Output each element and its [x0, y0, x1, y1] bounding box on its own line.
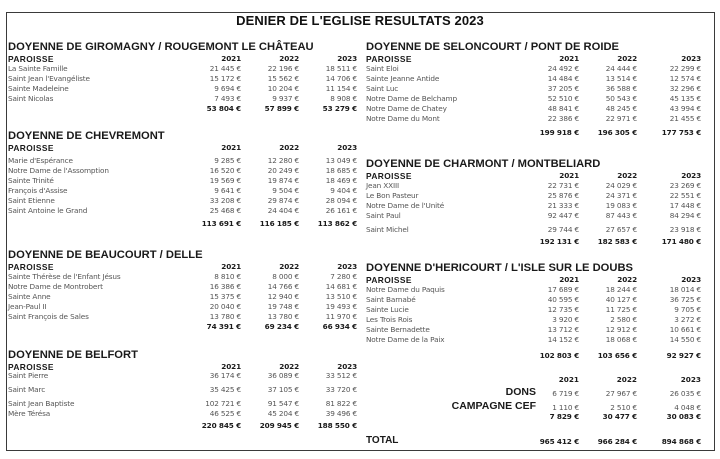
table-row	[8, 156, 363, 166]
parish-name: Sainte Bernadette	[366, 325, 430, 334]
total-2021: 102 803 €	[539, 351, 579, 360]
section-total-row	[366, 351, 716, 361]
table-row	[366, 211, 716, 225]
value-2023: 45 135 €	[669, 94, 701, 103]
parish-name: Saint Marc	[8, 385, 46, 394]
parish-name: Jean-Paul II	[8, 302, 47, 311]
table-row	[366, 201, 716, 211]
parish-name: Sainte Anne	[8, 292, 51, 301]
parish-name: Saint Eloi	[366, 64, 399, 73]
value-2022: 45 204 €	[267, 409, 299, 418]
value-2023: 3 272 €	[674, 315, 701, 324]
header-2022: 2022	[279, 54, 299, 63]
value-2023: 19 493 €	[325, 302, 357, 311]
value-2021: 9 285 €	[214, 156, 241, 165]
header-paroisse: PAROISSE	[366, 171, 412, 181]
value-2023: 33 512 €	[325, 371, 357, 380]
header-2023: 2023	[681, 54, 701, 63]
value-2022: 50 543 €	[605, 94, 637, 103]
parish-name: Notre Dame de l'Assomption	[8, 166, 109, 175]
campagne-cef-label: CAMPAGNE CEF	[451, 400, 536, 412]
value-2023: 11 970 €	[325, 312, 357, 321]
table-row	[366, 74, 716, 84]
dons-header-2023: 2023	[680, 375, 701, 384]
table-row	[366, 315, 716, 325]
grand-total-2023: 894 868 €	[661, 437, 701, 446]
total-2023: 188 550 €	[317, 421, 357, 430]
header-2021: 2021	[221, 262, 241, 271]
value-2021: 16 386 €	[209, 282, 241, 291]
table-row	[366, 104, 716, 114]
value-2021: 22 731 €	[547, 181, 579, 190]
value-2021: 15 172 €	[209, 74, 241, 83]
section-total-row	[366, 237, 716, 247]
table-header	[366, 275, 716, 285]
value-2022: 37 105 €	[267, 385, 299, 394]
total-2023: 177 753 €	[661, 128, 701, 137]
table-header	[366, 54, 716, 64]
value-2021: 9 641 €	[214, 186, 241, 195]
parish-name: Mère Térésa	[8, 409, 51, 418]
value-2022: 13 514 €	[605, 74, 637, 83]
value-2022: 24 371 €	[605, 191, 637, 200]
value-2022: 2 580 €	[610, 315, 637, 324]
value-2021: 33 208 €	[209, 196, 241, 205]
value-2023: 10 661 €	[669, 325, 701, 334]
section-title: DOYENNE D'HERICOURT / L'ISLE SUR LE DOUBS	[366, 262, 634, 274]
value-2023: 18 511 €	[325, 64, 357, 73]
value-2021: 8 810 €	[214, 272, 241, 281]
value-2023: 12 574 €	[669, 74, 701, 83]
value-2021: 3 920 €	[552, 315, 579, 324]
table-row	[8, 272, 363, 282]
table-row	[8, 74, 363, 84]
dons-2023: 26 035 €	[669, 389, 701, 398]
value-2023: 23 918 €	[669, 225, 701, 234]
value-2021: 35 425 €	[209, 385, 241, 394]
header-paroisse: PAROISSE	[8, 362, 54, 372]
value-2021: 46 525 €	[209, 409, 241, 418]
table-row	[8, 176, 363, 186]
value-2023: 18 685 €	[325, 166, 357, 175]
value-2023: 36 725 €	[669, 295, 701, 304]
parish-name: Saint Michel	[366, 225, 409, 234]
section-title: DOYENNE DE BELFORT	[8, 349, 138, 361]
parish-name: Notre Dame de la Paix	[366, 335, 445, 344]
total-2022: 209 945 €	[259, 421, 299, 430]
dons-2021: 6 719 €	[552, 389, 579, 398]
dons-header-2021: 2021	[558, 375, 579, 384]
parish-name: Notre Dame de Belchamp	[366, 94, 457, 103]
value-2022: 12 280 €	[267, 156, 299, 165]
total-2021: 113 691 €	[201, 219, 241, 228]
value-2022: 9 504 €	[272, 186, 299, 195]
parish-name: Sainte Lucie	[366, 305, 409, 314]
header-2023: 2023	[681, 171, 701, 180]
value-2023: 13 510 €	[325, 292, 357, 301]
value-2021: 29 744 €	[547, 225, 579, 234]
table-row	[366, 285, 716, 295]
value-2021: 40 595 €	[547, 295, 579, 304]
parish-name: Saint Etienne	[8, 196, 55, 205]
page-title: DENIER DE L'EGLISE RESULTATS 2023	[236, 13, 484, 28]
grand-total-2022: 966 284 €	[597, 437, 637, 446]
value-2021: 21 333 €	[547, 201, 579, 210]
header-paroisse: PAROISSE	[8, 262, 54, 272]
value-2022: 18 068 €	[605, 335, 637, 344]
section-belfort	[8, 349, 363, 431]
value-2022: 29 874 €	[267, 196, 299, 205]
value-2023: 22 551 €	[669, 191, 701, 200]
value-2022: 12 912 €	[605, 325, 637, 334]
table-row	[366, 225, 716, 237]
grand-total-label: TOTAL	[366, 435, 399, 446]
parish-name: Saint Antoine le Grand	[8, 206, 88, 215]
section-title: DOYENNE DE CHARMONT / MONTBELIARD	[366, 158, 601, 170]
header-2022: 2022	[279, 143, 299, 152]
section-charmont	[366, 158, 716, 247]
value-2023: 33 720 €	[325, 385, 357, 394]
value-2021: 102 721 €	[205, 399, 241, 408]
header-2021: 2021	[559, 54, 579, 63]
value-2022: 24 404 €	[267, 206, 299, 215]
parish-name: Jean XXIII	[366, 181, 400, 190]
header-paroisse: PAROISSE	[8, 54, 54, 64]
dons-subtotal-2021: 7 829 €	[549, 412, 579, 421]
value-2023: 9 705 €	[674, 305, 701, 314]
header-2023: 2023	[681, 275, 701, 284]
header-paroisse: PAROISSE	[366, 275, 412, 285]
dons-2022: 27 967 €	[605, 389, 637, 398]
value-2022: 19 748 €	[267, 302, 299, 311]
total-2023: 92 927 €	[666, 351, 701, 360]
value-2022: 91 547 €	[267, 399, 299, 408]
value-2022: 27 657 €	[605, 225, 637, 234]
value-2021: 7 493 €	[214, 94, 241, 103]
value-2023: 26 161 €	[325, 206, 357, 215]
value-2022: 48 245 €	[605, 104, 637, 113]
total-2023: 66 934 €	[322, 322, 357, 331]
table-row	[8, 64, 363, 74]
parish-name: Sainte Thérèse de l'Enfant Jésus	[8, 272, 121, 281]
total-2021: 192 131 €	[539, 237, 579, 246]
value-2021: 17 689 €	[547, 285, 579, 294]
value-2022: 12 940 €	[267, 292, 299, 301]
header-2021: 2021	[221, 362, 241, 371]
header-2022: 2022	[617, 54, 637, 63]
value-2023: 39 496 €	[325, 409, 357, 418]
table-row	[366, 335, 716, 345]
table-row	[8, 84, 363, 94]
value-2022: 15 562 €	[267, 74, 299, 83]
header-2023: 2023	[337, 54, 357, 63]
parish-name: Sainte Trinité	[8, 176, 54, 185]
value-2022: 24 029 €	[605, 181, 637, 190]
parish-name: François d'Assise	[8, 186, 68, 195]
parish-name: Saint Pierre	[8, 371, 49, 380]
parish-name: Le Bon Pasteur	[366, 191, 419, 200]
value-2022: 87 443 €	[605, 211, 637, 220]
value-2023: 14 706 €	[325, 74, 357, 83]
table-row	[8, 399, 363, 409]
value-2022: 10 204 €	[267, 84, 299, 93]
section-total-row	[366, 128, 716, 138]
value-2023: 23 269 €	[669, 181, 701, 190]
parish-name: Notre Dame de Chatey	[366, 104, 447, 113]
value-2023: 18 014 €	[669, 285, 701, 294]
table-row	[366, 94, 716, 104]
total-2021: 199 918 €	[539, 128, 579, 137]
value-2022: 9 937 €	[272, 94, 299, 103]
parish-name: Saint Nicolas	[8, 94, 54, 103]
header-2021: 2021	[559, 171, 579, 180]
total-2022: 196 305 €	[597, 128, 637, 137]
value-2021: 36 174 €	[209, 371, 241, 380]
total-2022: 116 185 €	[259, 219, 299, 228]
section-title: DOYENNE DE CHEVREMONT	[8, 130, 165, 142]
parish-name: Saint Paul	[366, 211, 401, 220]
value-2023: 21 455 €	[669, 114, 701, 123]
table-header	[8, 262, 363, 272]
parish-name: Saint Jean Baptiste	[8, 399, 75, 408]
value-2021: 14 484 €	[547, 74, 579, 83]
value-2021: 19 569 €	[209, 176, 241, 185]
header-2022: 2022	[279, 262, 299, 271]
section-hericourt	[366, 262, 716, 361]
header-2023: 2023	[337, 143, 357, 152]
value-2022: 8 000 €	[272, 272, 299, 281]
value-2022: 36 588 €	[605, 84, 637, 93]
table-header	[8, 362, 363, 371]
table-row	[8, 186, 363, 196]
value-2023: 18 469 €	[325, 176, 357, 185]
header-2021: 2021	[221, 143, 241, 152]
total-2023: 53 279 €	[322, 104, 357, 113]
section-chevremont	[8, 130, 363, 229]
value-2021: 13 780 €	[209, 312, 241, 321]
dons-subtotal-2023: 30 083 €	[666, 412, 701, 421]
value-2023: 32 296 €	[669, 84, 701, 93]
parish-name: Saint Jean l'Evangéliste	[8, 74, 90, 83]
value-2021: 92 447 €	[547, 211, 579, 220]
value-2023: 81 822 €	[325, 399, 357, 408]
parish-name: Notre Dame de l'Unité	[366, 201, 445, 210]
parish-name: Saint Barnabé	[366, 295, 416, 304]
value-2023: 11 154 €	[325, 84, 357, 93]
value-2022: 22 971 €	[605, 114, 637, 123]
header-2021: 2021	[221, 54, 241, 63]
total-2023: 113 862 €	[317, 219, 357, 228]
section-title: DOYENNE DE SELONCOURT / PONT DE ROIDE	[366, 41, 619, 53]
parish-name: Les Trois Rois	[366, 315, 413, 324]
value-2023: 28 094 €	[325, 196, 357, 205]
value-2023: 43 994 €	[669, 104, 701, 113]
section-seloncourt	[366, 41, 716, 138]
table-row	[8, 409, 363, 419]
campagne-2021: 1 110 €	[552, 403, 579, 412]
table-row	[366, 114, 716, 124]
value-2022: 22 196 €	[267, 64, 299, 73]
parish-name: La Sainte Famille	[8, 64, 68, 73]
value-2021: 21 445 €	[209, 64, 241, 73]
section-total-row	[8, 322, 363, 332]
value-2023: 17 448 €	[669, 201, 701, 210]
table-row	[366, 325, 716, 335]
table-row	[366, 191, 716, 201]
header-paroisse: PAROISSE	[8, 143, 54, 153]
value-2022: 24 444 €	[605, 64, 637, 73]
table-row	[8, 206, 363, 216]
dons-label: DONS	[505, 386, 536, 398]
value-2021: 9 694 €	[214, 84, 241, 93]
table-header	[8, 143, 363, 156]
value-2022: 40 127 €	[605, 295, 637, 304]
value-2021: 37 205 €	[547, 84, 579, 93]
header-2022: 2022	[279, 362, 299, 371]
value-2021: 52 510 €	[547, 94, 579, 103]
value-2021: 24 492 €	[547, 64, 579, 73]
value-2021: 14 152 €	[547, 335, 579, 344]
value-2021: 48 841 €	[547, 104, 579, 113]
section-total-row	[8, 421, 363, 431]
table-row	[8, 196, 363, 206]
value-2021: 20 040 €	[209, 302, 241, 311]
header-paroisse: PAROISSE	[366, 54, 412, 64]
value-2023: 13 049 €	[325, 156, 357, 165]
table-row	[366, 64, 716, 74]
grand-total-2021: 965 412 €	[539, 437, 579, 446]
value-2022: 14 766 €	[267, 282, 299, 291]
parish-name: Notre Dame du Paquis	[366, 285, 445, 294]
table-header	[8, 54, 363, 64]
value-2023: 8 908 €	[330, 94, 357, 103]
section-title: DOYENNE DE GIROMAGNY / ROUGEMONT LE CHÂTEAU	[8, 41, 314, 53]
parish-name: Sainte Jeanne Antide	[366, 74, 440, 83]
parish-name: Saint François de Sales	[8, 312, 89, 321]
parish-name: Sainte Madeleine	[8, 84, 69, 93]
value-2023: 7 280 €	[330, 272, 357, 281]
total-2021: 74 391 €	[206, 322, 241, 331]
table-row	[366, 181, 716, 191]
table-row	[366, 84, 716, 94]
header-2022: 2022	[617, 275, 637, 284]
value-2022: 20 249 €	[267, 166, 299, 175]
value-2021: 13 712 €	[547, 325, 579, 334]
table-row	[8, 292, 363, 302]
campagne-2023: 4 048 €	[674, 403, 701, 412]
value-2022: 13 780 €	[267, 312, 299, 321]
value-2022: 19 874 €	[267, 176, 299, 185]
total-2022: 103 656 €	[597, 351, 637, 360]
value-2021: 25 876 €	[547, 191, 579, 200]
section-title: DOYENNE DE BEAUCOURT / DELLE	[8, 249, 203, 261]
parish-name: Notre Dame du Mont	[366, 114, 440, 123]
dons-subtotal-2022: 30 477 €	[602, 412, 637, 421]
parish-name: Marie d'Espérance	[8, 156, 73, 165]
header-2023: 2023	[337, 262, 357, 271]
header-2021: 2021	[559, 275, 579, 284]
parish-name: Notre Dame de Montrobert	[8, 282, 103, 291]
value-2022: 18 244 €	[605, 285, 637, 294]
value-2022: 19 083 €	[605, 201, 637, 210]
value-2021: 22 386 €	[547, 114, 579, 123]
section-giromagny	[8, 41, 363, 114]
section-beaucourt	[8, 249, 363, 332]
dons-header-2022: 2022	[616, 375, 637, 384]
table-row	[8, 385, 363, 399]
table-row	[8, 371, 363, 385]
section-total-row	[8, 219, 363, 229]
value-2023: 22 299 €	[669, 64, 701, 73]
header-2022: 2022	[617, 171, 637, 180]
header-2023: 2023	[337, 362, 357, 371]
table-row	[8, 94, 363, 104]
section-total-row	[8, 104, 363, 114]
total-2023: 171 480 €	[661, 237, 701, 246]
value-2022: 36 089 €	[267, 371, 299, 380]
value-2021: 15 375 €	[209, 292, 241, 301]
value-2021: 16 520 €	[209, 166, 241, 175]
value-2023: 9 404 €	[330, 186, 357, 195]
table-row	[8, 312, 363, 322]
table-row	[366, 295, 716, 305]
value-2021: 12 735 €	[547, 305, 579, 314]
table-header	[366, 171, 716, 181]
campagne-2022: 2 510 €	[610, 403, 637, 412]
parish-name: Saint Luc	[366, 84, 399, 93]
value-2022: 11 725 €	[605, 305, 637, 314]
total-2021: 220 845 €	[201, 421, 241, 430]
table-row	[8, 302, 363, 312]
value-2023: 14 550 €	[669, 335, 701, 344]
value-2021: 25 468 €	[209, 206, 241, 215]
total-2022: 57 899 €	[264, 104, 299, 113]
total-2022: 182 583 €	[597, 237, 637, 246]
table-row	[8, 166, 363, 176]
table-row	[8, 282, 363, 292]
value-2023: 84 294 €	[669, 211, 701, 220]
value-2023: 14 681 €	[325, 282, 357, 291]
total-2022: 69 234 €	[264, 322, 299, 331]
total-2021: 53 804 €	[206, 104, 241, 113]
table-row	[366, 305, 716, 315]
